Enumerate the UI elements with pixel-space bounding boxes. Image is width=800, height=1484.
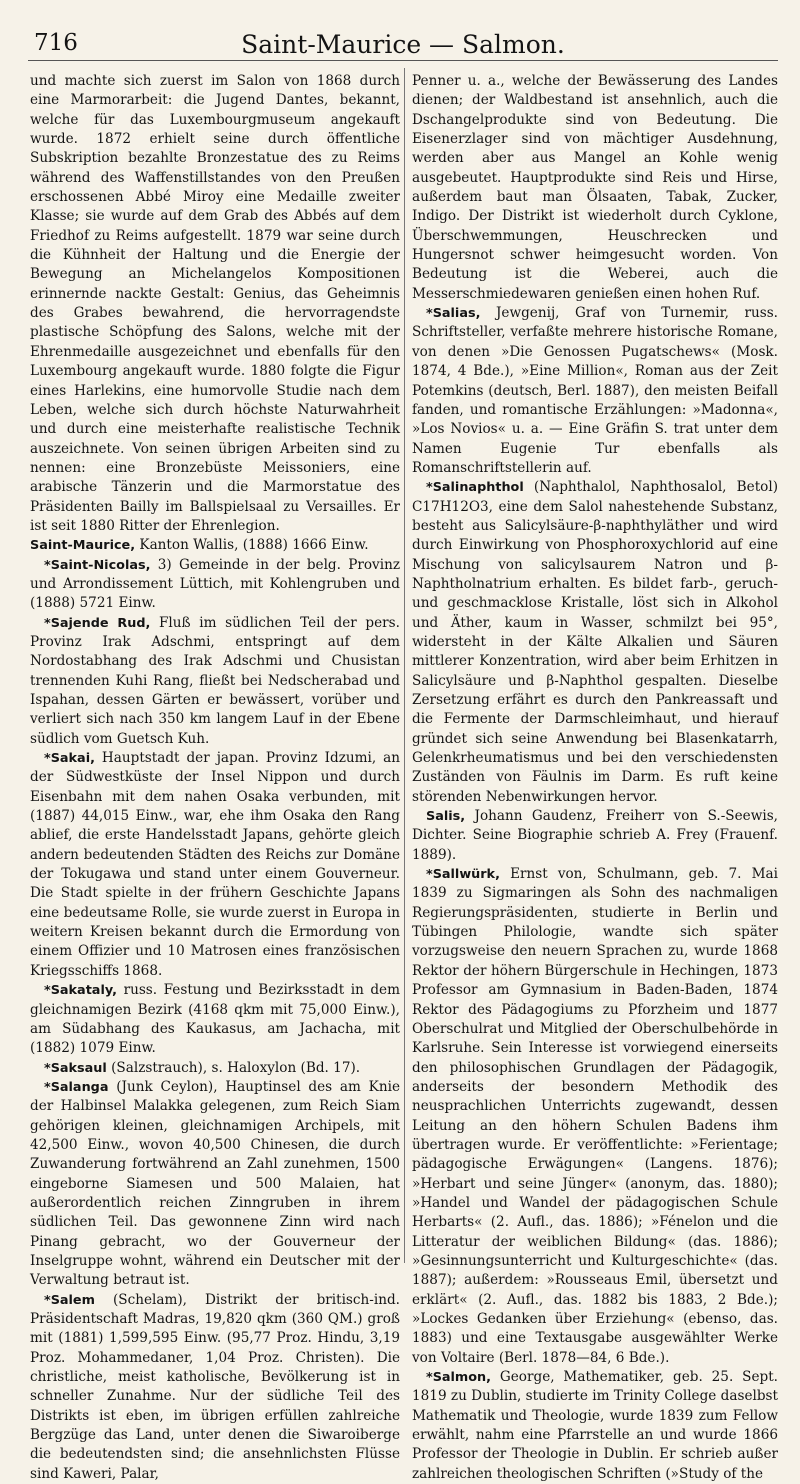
entry-headword: *Salinaphthol [426,480,524,496]
entry-text: 3) Gemeinde in der belg. Provinz und Arrondissement Lüttich, mit Kohlengruben und (1888) 5721 Einw. [30,556,400,612]
entry-headword: *Sakai, [44,751,95,767]
entry-headword: *Salem [44,1292,95,1308]
entry-salmon [412,1368,778,1484]
entry-sajende-rud [30,614,400,749]
entry-text: (Salzstrauch), s. Haloxylon (Bd. 17). [106,1059,361,1076]
entry-text: russ. Festung und Bezirksstadt in dem gleichnamigen Bezirk (4168 qkm mit 75,000 Einw.), am Südabhang des Kaukasus, am Jachacha, mit (1882) 1079 Einw. [30,982,400,1057]
right-column [412,72,778,1484]
entry-headword: Saint-Maurice, [30,538,136,554]
entry-text: Jewgenij, Graf von Turnemir, russ. Schriftsteller, verfaßte mehrere historische Romane, von denen »Die Genossen Pugatschews« (Mosk. 1874, 4 Bde.), »Eine Million«, Roman aus der Zeit Potemkins (deutsch, Berl. 1887), den meisten Beifall fanden, und romantische Erzählungen: »Madonna«, »Los Novios« u. a. — Eine Gräfin S. trat unter dem Namen Eugenie Tur ebenfalls als Romanschriftstellerin auf. [412,305,778,476]
entry-text: (Schelam), Distrikt der britisch-ind. Präsidentschaft Madras, 19,820 qkm (360 QM.) groß mit (1881) 1,599,595 Einw. (95,77 Proz. Hindu, 3,19 Proz. Mohammedaner, 1,04 Proz. Christen). Die christliche, meist katholische, Bevölkerung ist in schneller Zunahme. Nur der südliche Teil des Distrikts ist eben, im übrigen erfüllen zahlreiche Bergzüge das Land, unter denen die Siwaroiberge die bedeutendsten sind; die ansehnlichsten Flüsse sind Kaweri, Palar, [30,1291,400,1482]
entry-text: (Junk Ceylon), Hauptinsel des am Knie der Halbinsel Malakka gelegenen, zum Reich Siam gehörigen kleinen, gleichnamigen Archipels, mit 42,500 Einw., wovon 40,500 Chinesen, die durch Zuwanderung fortwährend an Zahl zunehmen, 1500 eingeborne Siamesen und 500 Malaien, hat außerordentlich reichen Zinngruben in ihrem südlichen Teil. Das gewonnene Zinn wird nach Pinang gebracht, wo der Gouverneur der Inselgruppe wohnt, während ein Deutscher mit der Verwaltung betraut ist. [30,1078,400,1289]
entry-sakataly [30,981,400,1058]
continued-text: Penner u. a., welche der Bewässerung des Landes dienen; der Waldbestand ist ansehnlich, auch die Dschangelprodukte sind von Bedeutung. Die Eisenerzlager sind von mächtiger Ausdehnung, werden aber aus Mangel an Kohle wenig ausgebeutet. Hauptprodukte sind Reis und Hirse, außerdem baut man Ölsaaten, Tabak, Zucker, Indigo. Der Distrikt ist wiederholt durch Cyklone, Überschwemmungen, Heuschrecken und Hungersnot schwer heimgesucht worden. Von Bedeutung ist die Weberei, auch die Messerschmiedewaren genießen einen hohen Ruf. [412,73,778,302]
entry-saint-nicolas [30,556,400,614]
entry-headword: *Sallwürk, [426,867,500,883]
entry-salias [412,304,778,478]
entry-sakai [30,749,400,981]
running-head: Saint-Maurice — Salmon. [241,30,565,59]
entry-salanga [30,1078,400,1291]
entry-headword: *Sajende Rud, [44,615,151,631]
continued-text: und machte sich zuerst im Salon von 1868 durch eine Marmorarbeit: die Jugend Dantes, bekannt, welche für das Luxembourgmuseum angekauft wurde. 1872 erhielt seine durch öffentliche Subskription bezahlte Bronzestatue des zu Reims während des Waffenstillstandes von den Preußen erschossenen Abbé Miroy eine Medaille zweiter Klasse; sie wurde auf dem Grab des Abbés auf dem Friedhof zu Reims aufgestellt. 1879 war seine durch die Kühnheit der Haltung und die Energie der Bewegung an Michelangelos Kompositionen erinnernde nackte Gestalt: Genius, das Geheimnis des Grabes bewahrend, die hervorragendste plastische Schöpfung des Salons, welche mit der Ehrenmedaille ausgezeichnet und ebenfalls für den Luxembourg angekauft wurde. 1880 folgte die Figur eines Harlekins, eine humorvolle Studie nach dem Leben, welche sich durch höchste Naturwahrheit und durch eine meisterhafte realistische Technik auszeichnete. Von seinen übrigen Arbeiten sind zu nennen: eine Bronzebüste Meissoniers, eine arabische Tänzerin und die Marmorstatue des Präsidenten Bailly im Ballspielsaal zu Versailles. Er ist seit 1880 Ritter der Ehrenlegion. [30,73,400,534]
entry-text: (Naphthalol, Naphthosalol, Betol) C17H12O3, eine dem Salol nahestehende Substanz, besteht aus Salicylsäure-β-naphthyläther und wird durch Einwirkung von Phosphoroxychlorid auf eine Mischung von salicylsaurem Natron und β-Naphtholnatrium erhalten. Es bildet farb-, geruch- und geschmacklose Kristalle, löst sich in Alkohol und Äther, kaum in Wasser, schmilzt bei 95°, widersteht in der Kälte Alkalien und Säuren mittlerer Konzentration, wird aber beim Erhitzen in Salicylsäure und β-Naphthol gespalten. Dieselbe Zersetzung erfährt es durch den Pankreassaft und die Fermente der Darmschleimhaut, und hierauf gründet sich seine Anwendung bei Blasenkatarrh, Gelenkrheumatismus und bei den verschiedensten Zuständen von Fäulnis im Darm. Es ruft keine störenden Nebenwirkungen hervor. [412,479,778,805]
entry-text: Johann Gaudenz, Freiherr von S.-Seewis, Dichter. Seine Biographie schrieb A. Frey (Frauenf. 1889). [412,808,778,863]
entry-saint-maurice [30,536,400,555]
entry-headword: *Salmon, [426,1370,492,1386]
entry-text: Ernst von, Schulmann, geb. 7. Mai 1839 zu Sigmaringen als Sohn des nachmaligen Regierungspräsidenten, studierte in Berlin und Tübingen Philologie, wandte sich später vorzugsweise den neuern Sprachen zu, wurde 1868 Rektor der höhern Bürgerschule in Hechingen, 1873 Professor am Gymnasium in Baden-Baden, 1874 Rektor des Pädagogiums zu Pforzheim und 1877 Oberschulrat und Mitglied der Oberschulbehörde in Karlsruhe. Sein Interesse ist vorwiegend einerseits den philosophischen Grundlagen der Pädagogik, anderseits der besondern Methodik des neusprachlichen Unterrichts zugewandt, dessen Leitung an den höhern Schulen Badens ihm übertragen wurde. Er veröffentlichte: »Ferientage; pädagogische Erwägungen« (Langens. 1876); »Herbart und seine Jünger« (anonym, das. 1880); »Handel und Wandel der pädagogischen Schule Herbarts« (2. Aufl., das. 1886); »Fénelon und die Litteratur der weiblichen Bildung« (das. 1886); »Gesinnungsunterricht und Kulturgeschichte« (das. 1887); außerdem: »Rousseaus Emil, übersetzt und erklärt« (2. Aufl., das. 1882 bis 1883, 2 Bde.); »Lockes Gedanken über Erziehung« (ebenso, das. 1883) und eine Textausgabe ausgewählter Werke von Voltaire (Berl. 1878—84, 6 Bde.). [412,866,778,1366]
page-header [28,30,778,61]
entry-text: Fluß im südlichen Teil der pers. Provinz Irak Adschmi, entspringt auf dem Nordostabhang des Irak Adschmi und Chusistan trennenden Kuhi Rang, fließt bei Nedscherabad und Ispahan, dessen Gärten er bewässert, vorüber und verliert sich nach 350 km langem Lauf in der Ebene südlich vom Guetsch Kuh. [30,614,400,747]
entry-headword: *Saksaul [44,1060,107,1076]
entry-salinaphthol [412,478,778,807]
entry-text: Hauptstadt der japan. Provinz Idzumi, an der Südwestküste der Insel Nippon und durch Eisenbahn mit dem nahen Osaka verbunden, mit (1887) 44,015 Einw., war, ehe ihm Osaka den Rang ablief, die erste Handelsstadt Japans, gehörte gleich andern bedeutenden Städten des Reichs zur Domäne der Tokugawa und stand unter einem Gouverneur. Die Stadt spielte in der frühern Geschichte Japans eine bedeutsame Rolle, sie wurde zuerst in Europa in weitern Kreisen bekannt durch die Ermordung von einem Offizier und 10 Matrosen eines französischen Kriegsschiffs 1868. [30,750,400,979]
entry-text: George, Mathematiker, geb. 25. Sept. 1819 zu Dublin, studierte im Trinity College daselbst Mathematik und Theologie, wurde 1839 zum Fellow erwählt, nahm eine Pfarrstelle an und wurde 1866 Professor der Theologie in Dublin. Er schrieb außer zahlreichen theologischen Schriften (»Study of the [412,1369,778,1482]
entry-headword: *Sakataly, [44,983,118,999]
column-divider [404,68,405,1263]
entry-sallwuerk [412,865,778,1368]
entry-headword: *Saint-Nicolas, [44,557,151,573]
entry-headword: *Salias, [426,306,481,322]
entry-salem [30,1291,400,1484]
entry-text: Kanton Wallis, (1888) 1666 Einw. [135,537,369,554]
entry-headword: Salis, [426,809,466,825]
entry-headword: *Salanga [44,1079,109,1095]
entry-saksaul [30,1059,400,1078]
entry-salis [412,807,778,865]
left-column [30,72,400,1484]
page-number: 716 [34,30,78,56]
